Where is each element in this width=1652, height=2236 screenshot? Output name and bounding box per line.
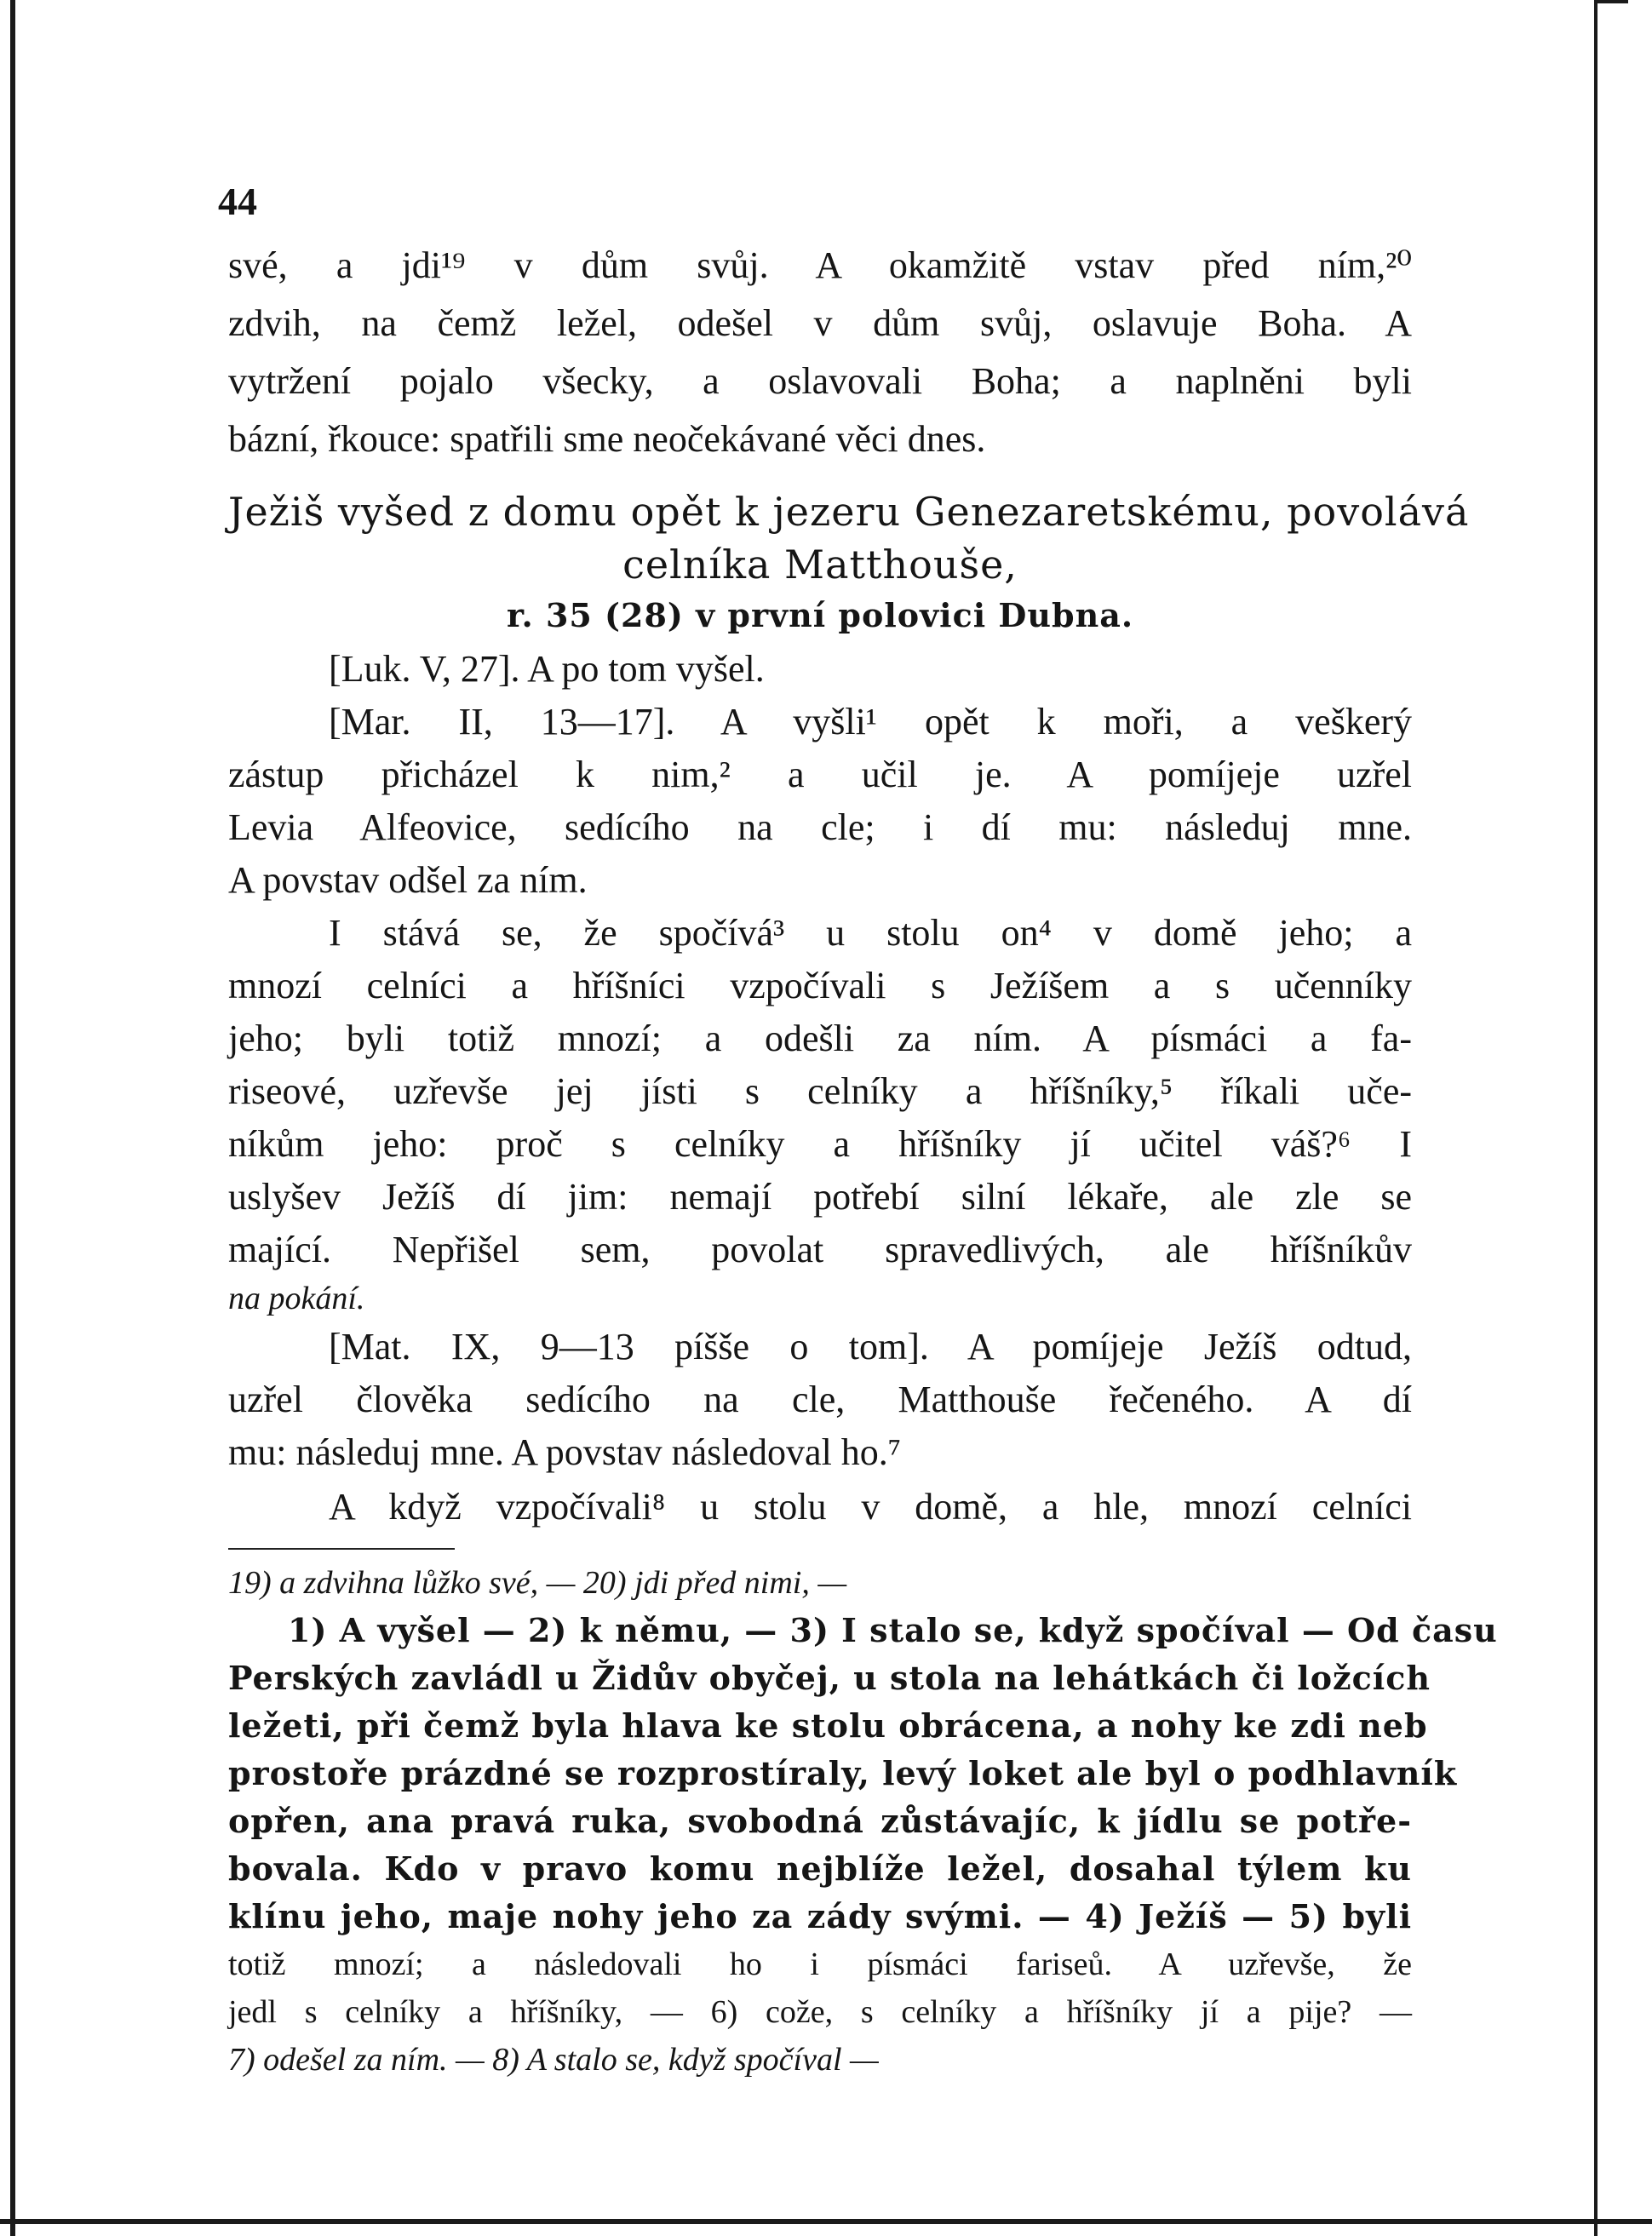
text-line: zástup přicházel k nim,² a učil je. A pomíjeje uzřel	[228, 754, 1412, 795]
footnote-line: jedl s celníky a hříšníky, — 6) cože, s celníky a hříšníky jí a pije? —	[228, 1994, 1412, 2030]
text-line: I stává se, že spočívá³ u stolu on⁴ v domě jeho; a	[329, 912, 1412, 954]
scan-right-edge	[1594, 0, 1598, 2236]
page-number: 44	[218, 180, 257, 223]
text-line: své, a jdi¹⁹ v dům svůj. A okamžitě vstav před ním,²⁰	[228, 244, 1412, 286]
text-line: A povstav odšel za ním.	[228, 859, 588, 901]
footnote-line: ležeti, při čemž byla hlava ke stolu obrácena, a nohy ke zdi neb	[228, 1706, 1428, 1745]
text-line: na pokání.	[228, 1281, 365, 1316]
text-line: vytržení pojalo všecky, a oslavovali Boha; a naplněni byli	[228, 360, 1412, 402]
text-line: [Luk. V, 27]. A po tom vyšel.	[329, 648, 765, 690]
footnote-line: totiž mnozí; a následovali ho i písmáci fariseů. A uzřevše, že	[228, 1946, 1412, 1982]
footnote-line: klínu jeho, maje nohy jeho za zády svými. — 4) Ježíš — 5) byli	[228, 1897, 1412, 1935]
section-heading-cont: celníka Matthouše,	[622, 542, 1018, 588]
footnote-line: opřen, ana pravá ruka, svobodná zůstávajíc, k jídlu se potře-	[228, 1802, 1412, 1840]
text-line: [Mat. IX, 9—13 píšše o tom]. A pomíjeje Ježíš odtud,	[329, 1326, 1412, 1367]
text-line: [Mar. II, 13—17]. A vyšli¹ opět k moři, a veškerý	[329, 701, 1412, 742]
text-line: mu: následuj mne. A povstav následoval ho.⁷	[228, 1431, 902, 1473]
text-line: riseové, uzřevše jej jísti s celníky a hříšníky,⁵ říkali uče-	[228, 1070, 1412, 1112]
scan-bottom-edge	[0, 2219, 1652, 2224]
footnote-line: 7) odešel za ním. — 8) A stalo se, když spočíval —	[228, 2042, 879, 2078]
section-heading: Ježiš vyšed z domu opět k jezeru Genezaretskému, povolává	[228, 489, 1470, 535]
footnote-separator	[228, 1548, 455, 1550]
text-line: jeho; byli totiž mnozí; a odešli za ním. A písmáci a fa-	[228, 1018, 1412, 1059]
text-line: uzřel člověka sedícího na cle, Matthouše řečeného. A dí	[228, 1379, 1412, 1420]
text-line: mnozí celníci a hříšníci vzpočívali s Ježíšem a s učenníky	[228, 965, 1412, 1006]
scan-corner-mark	[1594, 0, 1628, 3]
footnote-line: Perských zavládl u Židův obyčej, u stola na lehátkách či ložcích	[228, 1659, 1431, 1697]
text-line: A když vzpočívali⁸ u stolu v domě, a hle, mnozí celníci	[329, 1486, 1412, 1528]
text-line: bázní, řkouce: spatřili sme neočekávané věci dnes.	[228, 418, 986, 460]
footnote-line: 1) A vyšel — 2) k němu, — 3) I stalo se, když spočíval — Od času	[288, 1611, 1498, 1649]
footnote-line: bovala. Kdo v pravo komu nejblíže ležel, dosahal týlem ku	[228, 1849, 1412, 1888]
text-line: mající. Nepřišel sem, povolat spravedlivých, ale hříšníkův	[228, 1229, 1412, 1270]
text-line: zdvih, na čemž ležel, odešel v dům svůj, oslavuje Boha. A	[228, 302, 1412, 344]
footnote-line: prostoře prázdné se rozprostíraly, levý loket ale byl o podhlavník	[228, 1754, 1458, 1792]
section-date: r. 35 (28) v první polovici Dubna.	[506, 596, 1134, 634]
scan-left-edge	[10, 0, 15, 2236]
text-line: Levia Alfeovice, sedícího na cle; i dí mu: následuj mne.	[228, 806, 1412, 848]
footnote-line: 19) a zdvihna lůžko své, — 20) jdi před nimi, —	[228, 1565, 847, 1601]
text-line: uslyšev Ježíš dí jim: nemají potřebí silní lékaře, ale zle se	[228, 1176, 1412, 1218]
text-line: níkům jeho: proč s celníky a hříšníky jí učitel váš?⁶ I	[228, 1123, 1412, 1165]
